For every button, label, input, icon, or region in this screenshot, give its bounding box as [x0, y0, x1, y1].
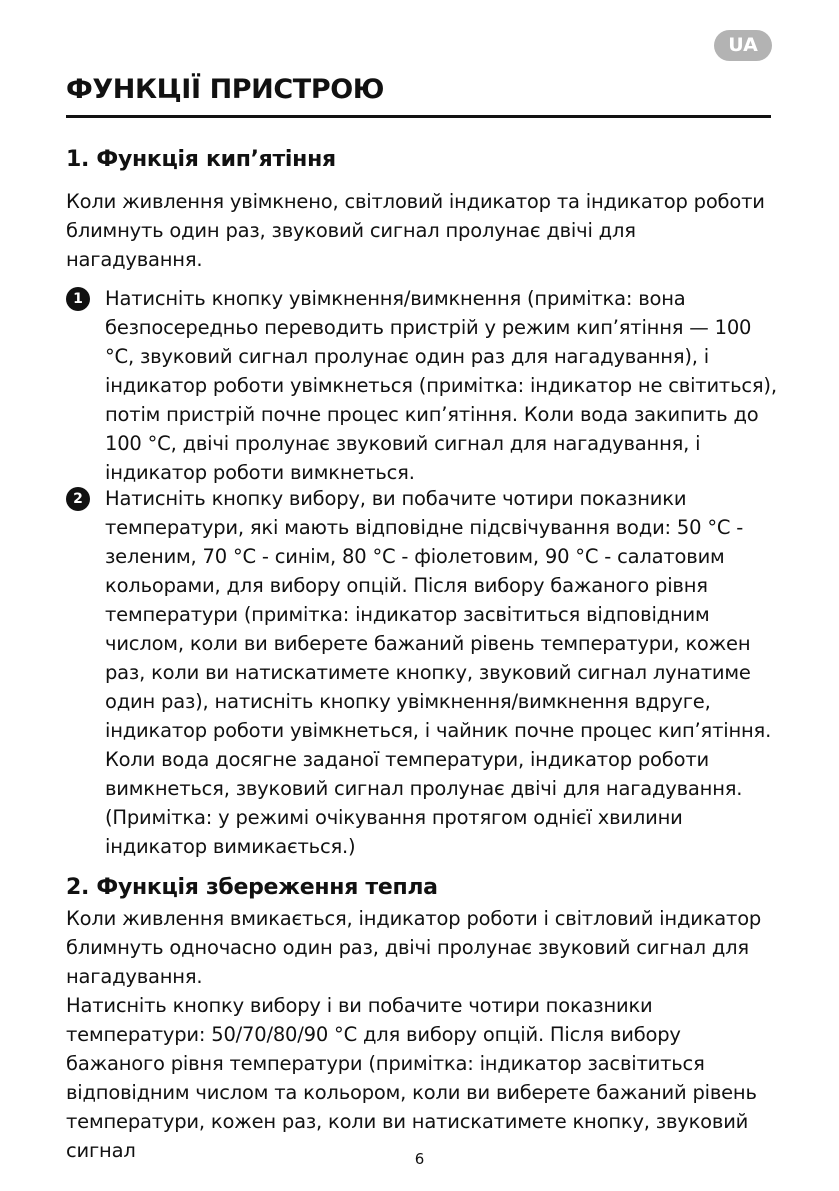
- step-2-text: Натисніть кнопку вибору, ви побачите чотири показники температури, які мають відповідне підсвічування води: 50 °C - зеленим, 70 °C - синім, 80 °C - фіолетовим, 90 °C - салатовим кольорами, для вибору опцій. Після вибору бажаного рівня температури (примітка: індикатор засвітиться відповідним числом, коли ви виберете бажаний рівень температури, кожен раз, коли ви натискатимете кнопку, звуковий сигнал лунатиме один раз), натисніть кнопку увімкнення/вимкнення вдруге, індикатор роботи увімкнеться, і чайник почне процес кип’ятіння. Коли вода досягне заданої температури, індикатор роботи вимкнеться, звуковий сигнал пролунає двічі для нагадування. (Примітка: у режимі очікування протягом однієї хвилини індикатор вимикається.): [105, 487, 772, 858]
- step-2: [66, 484, 778, 861]
- step-1-text: Натисніть кнопку увімкнення/вимкнення (примітка: вона безпосередньо переводить пристрій у режим кип’ятіння — 100 °C, звуковий сигнал пролунає один раз для нагадування), і індикатор роботи увімкнеться (примітка: індикатор не світиться), потім пристрій почне процес кип’ятіння. Коли вода закипить до 100 °C, двічі пролунає звуковий сигнал для нагадування, і індикатор роботи вимкнеться.: [105, 287, 777, 484]
- title-divider: [66, 115, 771, 118]
- section-1-heading: 1. Функція кип’ятіння: [66, 147, 336, 172]
- step-1: [66, 284, 778, 487]
- section-1-intro: Коли живлення увімкнено, світловий індикатор та індикатор роботи блимнуть один раз, звуковий сигнал пролунає двічі для нагадування.: [66, 190, 765, 271]
- step-1-number-icon: 1: [66, 287, 90, 311]
- page-title: ФУНКЦІЇ ПРИСТРОЮ: [66, 74, 385, 105]
- section-2-para-2: Натисніть кнопку вибору і ви побачите чотири показники температури: 50/70/80/90 °C для вибору опцій. Після вибору бажаного рівня температури (примітка: індикатор засвітиться відповідним числом та кольором, коли ви виберете бажаний рівень температури, кожен раз, коли ви натискатимете кнопку, звуковий сигнал: [66, 994, 757, 1162]
- page-number: 6: [414, 1150, 425, 1168]
- section-2-para-1: Коли живлення вмикається, індикатор роботи і світловий індикатор блимнуть одночасно один раз, двічі пролунає звуковий сигнал для нагадування.: [66, 907, 762, 988]
- section-2-heading: 2. Функція збереження тепла: [66, 875, 438, 900]
- step-2-number-icon: 2: [66, 487, 90, 511]
- language-badge: UA: [714, 30, 772, 61]
